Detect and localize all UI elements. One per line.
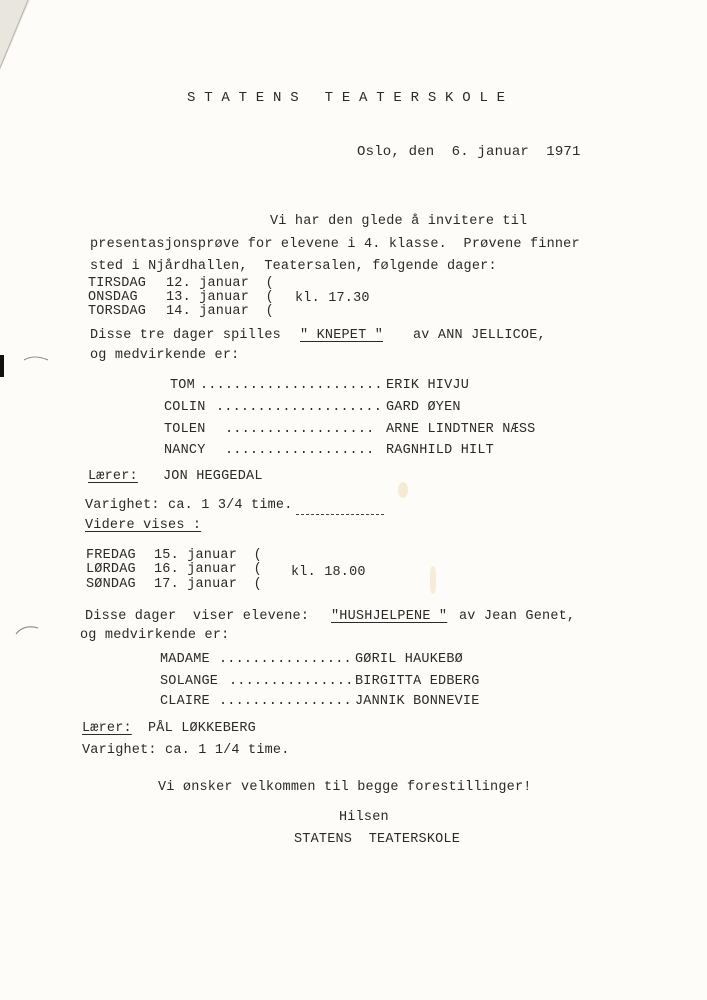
play1-teacher: JON HEGGEDAL [163, 469, 263, 484]
left-margin-scribble-1 [22, 352, 52, 366]
left-edge-mark [0, 355, 4, 377]
intro-line-2: presentasjonsprøve for elevene i 4. klasse. Prøvene finner [90, 237, 580, 252]
first-time: kl. 17.30 [295, 291, 370, 306]
paper-stain-1 [398, 482, 408, 498]
play2-title: "HUSHJELPENE " [331, 609, 448, 624]
second-date-2: 16. januar ( [154, 562, 262, 577]
intro-line-1: Vi har den glede å invitere til [270, 214, 528, 229]
closing-greeting: Hilsen [339, 810, 389, 825]
duration-underline [296, 514, 384, 515]
cast1-role-3: TOLEN [164, 422, 206, 437]
closing-wish: Vi ønsker velkommen til begge forestillinger! [158, 780, 532, 795]
play2-teacher: PÅL LØKKEBERG [148, 721, 256, 736]
cast1-actor-2: GARD ØYEN [386, 400, 461, 415]
cast2-role-1: MADAME [160, 652, 210, 667]
play2-author: av Jean Genet, [459, 609, 576, 624]
cast1-dots-2: .................... [216, 400, 383, 415]
first-day-1: TIRSDAG [88, 276, 147, 291]
closing-signature: STATENS TEATERSKOLE [294, 832, 461, 847]
play1-intro: Disse tre dager spilles [90, 328, 281, 343]
second-time: kl. 18.00 [291, 565, 366, 580]
second-day-1: FREDAG [86, 548, 136, 563]
left-margin-scribble-2 [14, 622, 44, 638]
cast1-actor-1: ERIK HIVJU [386, 378, 470, 393]
first-day-3: TORSDAG [88, 304, 147, 319]
cast1-dots-1: ...................... [200, 378, 383, 393]
play1-cast-intro: og medvirkende er: [90, 348, 240, 363]
first-day-2: ONSDAG [88, 290, 138, 305]
continued-heading: Videre vises : [85, 518, 202, 533]
cast1-role-2: COLIN [164, 400, 206, 415]
cast2-dots-3: ................ [219, 694, 352, 709]
play1-author: av ANN JELLICOE, [413, 328, 546, 343]
intro-line-3: sted i Njårdhallen, Teatersalen, følgende dager: [90, 259, 497, 274]
second-date-1: 15. januar ( [154, 548, 262, 563]
play1-teacher-label: Lærer: [88, 469, 138, 484]
cast1-dots-3: .................. [225, 422, 375, 437]
cast2-actor-3: JANNIK BONNEVIE [355, 694, 480, 709]
letter-date: Oslo, den 6. januar 1971 [357, 144, 581, 160]
first-date-2: 13. januar ( [166, 290, 274, 305]
second-date-3: 17. januar ( [154, 577, 262, 592]
play2-duration: Varighet: ca. 1 1/4 time. [82, 743, 290, 758]
play2-intro: Disse dager viser elevene: [85, 609, 310, 624]
cast2-dots-2: ............... [229, 674, 354, 689]
cast1-dots-4: .................. [225, 443, 375, 458]
cast2-role-2: SOLANGE [160, 674, 219, 689]
cast2-role-3: CLAIRE [160, 694, 210, 709]
cast1-actor-4: RAGNHILD HILT [386, 443, 494, 458]
cast1-actor-3: ARNE LINDTNER NÆSS [386, 422, 536, 437]
second-day-3: SØNDAG [86, 577, 136, 592]
cast2-dots-1: ................ [219, 652, 352, 667]
play2-cast-intro: og medvirkende er: [80, 628, 230, 643]
cast1-role-4: NANCY [164, 443, 206, 458]
first-date-3: 14. januar ( [166, 304, 274, 319]
play2-teacher-label: Lærer: [82, 721, 132, 736]
cast2-actor-1: GØRIL HAUKEBØ [355, 652, 463, 667]
second-day-2: LØRDAG [86, 562, 136, 577]
school-heading: S T A T E N S T E A T E R S K O L E [187, 90, 506, 106]
play1-duration: Varighet: ca. 1 3/4 time. [85, 498, 293, 513]
corner-fold-mark [0, 0, 40, 80]
cast2-actor-2: BIRGITTA EDBERG [355, 674, 480, 689]
play1-title: " KNEPET " [300, 328, 384, 343]
first-date-1: 12. januar ( [166, 276, 274, 291]
cast1-role-1: TOM [170, 378, 195, 393]
paper-stain-2 [430, 566, 436, 594]
